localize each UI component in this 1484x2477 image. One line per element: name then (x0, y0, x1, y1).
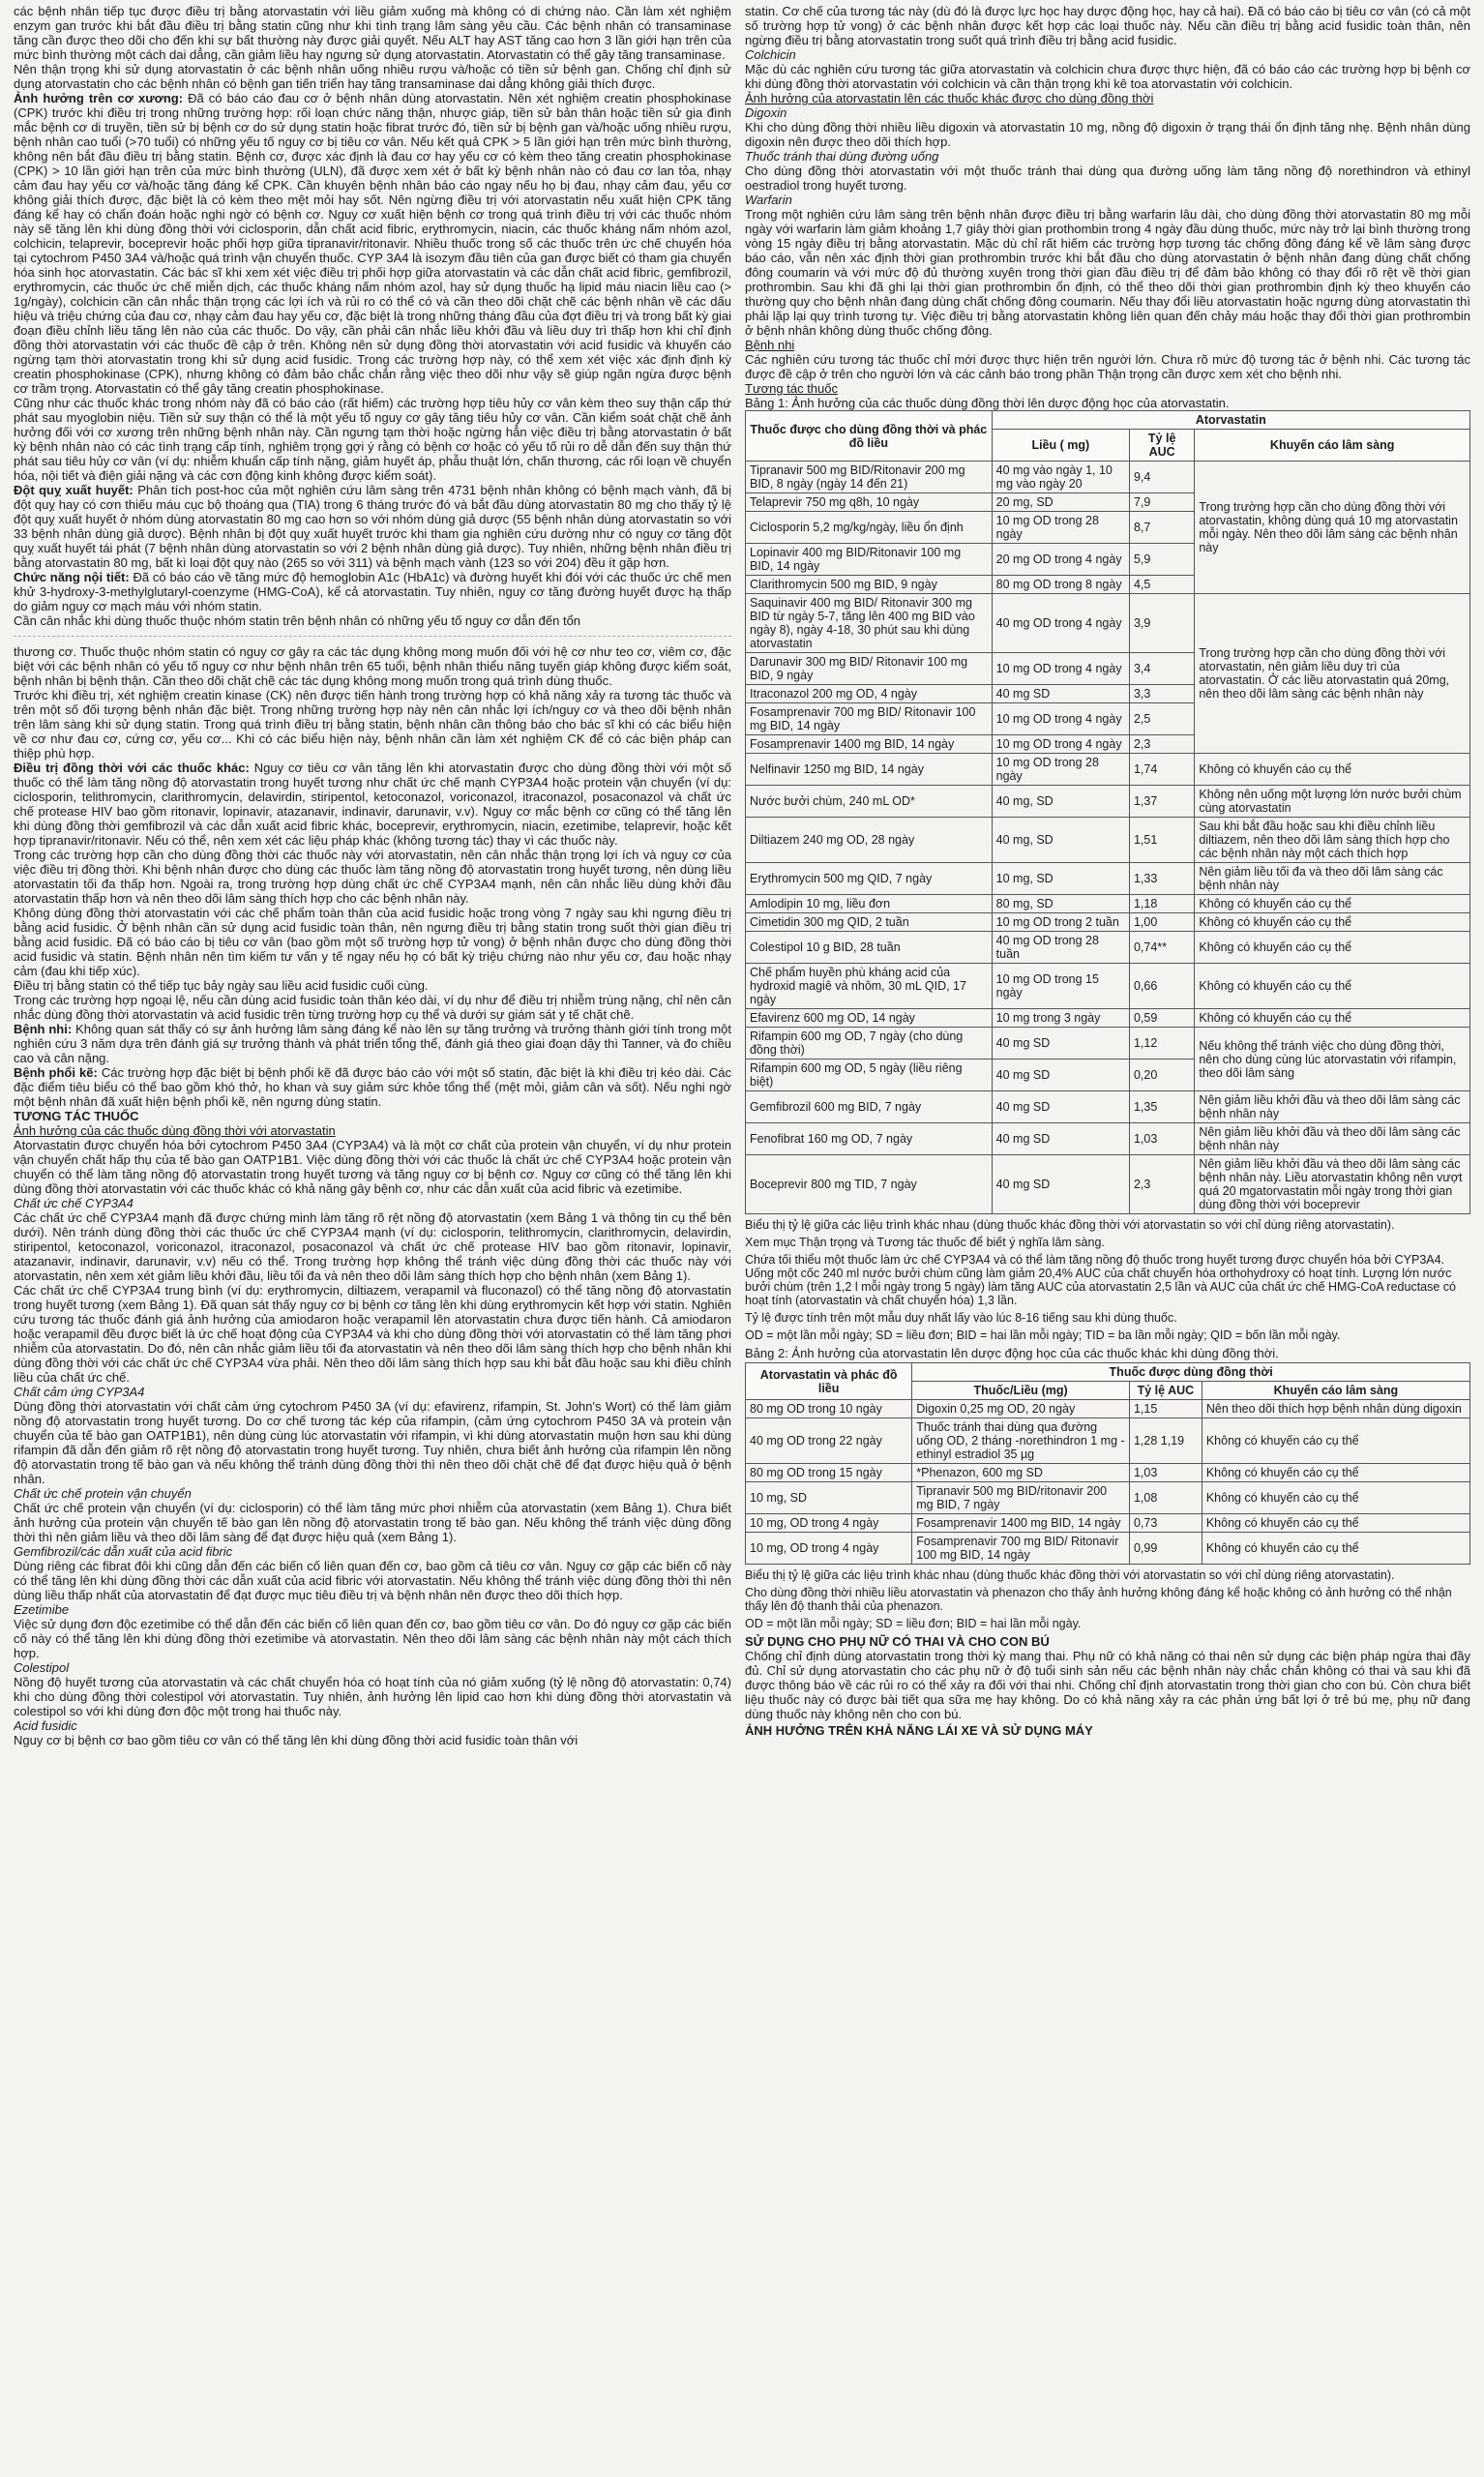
recommendation-cell: Không có khuyến cáo cụ thể (1202, 1482, 1469, 1514)
left-column (14, 4, 731, 2471)
drug-cell: Nelfinavir 1250 mg BID, 14 ngày (746, 754, 993, 786)
ratio-cell: 1,08 (1129, 1482, 1202, 1514)
table1-head-group: Atorvastatin (992, 411, 1469, 430)
lung-text: Các trường hợp đặc biệt bị bệnh phổi kẽ đã được báo cáo với một số statin, đặc biệt là khi điều trị kéo dài. Các đặc điểm tiêu biểu có thể bao gồm khó thở, ho khan và suy giảm sức khỏe tổng thể (mệt mỏi, giảm cân và sốt). Nếu nghi ngờ một bệnh nhân đã xuất hiện bệnh phổi kẽ, nên ngưng dùng statin. (14, 1065, 731, 1109)
table2-header-row-1 (746, 1363, 1470, 1382)
concomitant-paragraph-4: Điều trị bằng statin có thể tiếp tục bảy ngày sau liều acid fusidic cuối cùng. (14, 978, 429, 993)
drug-cell: Gemfibrozil 600 mg BID, 7 ngày (746, 1091, 993, 1123)
ratio-cell: 1,15 (1129, 1400, 1202, 1418)
table-row (746, 1028, 1470, 1059)
drug-cell: Cimetidin 300 mg QID, 2 tuần (746, 913, 993, 932)
recommendation-cell: Nên giảm liều khởi đầu và theo dõi lâm sàng các bệnh nhân này (1195, 1123, 1470, 1155)
table2 (745, 1362, 1470, 1565)
pediatric-text: Không quan sát thấy có sự ảnh hưởng lâm sàng đáng kể nào lên sự tăng trưởng và trưởng thành giới tính trong một nghiên cứu 3 năm dựa trên đánh giá sự trưởng thành và phát triển tổng thể, đánh giá theo giai đoạn dậy thì Tanner, và đo chiều cao và cân nặng. (14, 1022, 731, 1065)
gemfibrozil-heading: Gemfibrozil/các dẫn xuất của acid fibric (14, 1544, 233, 1559)
table1-note-1: Biểu thị tỷ lệ giữa các liệu trình khác nhau (dùng thuốc khác đồng thời với atorvastatin so với chỉ dùng riêng atorvastatin). (745, 1218, 1395, 1232)
warfarin-paragraph: Trong một nghiên cứu lâm sàng trên bệnh nhân được điều trị bằng warfarin lâu dài, cho dùng đồng thời atorvastatin 80 mg mỗi ngày với warfarin làm giảm khoảng 1,7 giây thời gian prothombin trong 4 ngày đầu dùng thuốc, mức này trở lại bình thường trong vòng 15 ngày điều trị bằng atorvastatin. Mặc dù chỉ rất hiếm các trường hợp tương tác chống đông đáng kể về lâm sàng được báo cáo, vẫn nên xác định thời gian prothrombin trước khi bắt đầu cho dùng atorvastatin ở bệnh nhân đang dùng chất chống đông coumarin và với mức độ đủ thường xuyên trong thời gian đầu điều trị để đảm bảo không có thay đổi rõ rệt về thời gian prothrombin. Sau khi đã ghi lại thời gian prothrombin ổn định, có thể theo dõi thời gian prothrombin định kỳ theo khuyến cáo thường quy cho bệnh nhân đang dùng chất chống đông coumarin. Nếu thay đổi liều atorvastatin hoặc ngưng dùng atorvastatin thì phải lặp lại quy trình tương tự. Việc điều trị bằng atorvastatin không liên quan đến chảy máu hoặc thay đổi thời gian prothrombin ở bệnh nhân không dùng thuốc chống đông. (745, 207, 1470, 338)
oral-contraceptive-heading: Thuốc tránh thai dùng đường uống (745, 149, 939, 164)
effects-subheading: Ảnh hưởng của atorvastatin lên các thuốc khác được cho dùng đồng thời (745, 91, 1154, 105)
drug-cell: Ciclosporin 5,2 mg/kg/ngày, liều ổn định (746, 512, 993, 544)
dose-cell: 10 mg OD trong 28 ngày (992, 754, 1129, 786)
ratio-cell: 1,74 (1129, 754, 1194, 786)
ezetimibe-paragraph: Việc sử dụng đơn độc ezetimibe có thể dẫn đến các biến cố liên quan đến cơ, bao gồm tiêu cơ vân. Do đó nguy cơ gặp các biến cố này có thể tăng lên khi dùng đồng thời ezetimibe và atorvastatin. Nên theo dõi lâm sàng các bệnh nhân này một cách thích hợp. (14, 1617, 731, 1660)
right-column (745, 4, 1470, 2471)
endocrine-title: Chức năng nội tiết: (14, 570, 130, 584)
drug-cell: Itraconazol 200 mg OD, 4 ngày (746, 685, 993, 703)
cyp-inhibitor-heading: Chất ức chế CYP3A4 (14, 1196, 134, 1210)
page-fold-divider (14, 636, 731, 637)
ratio-cell: 1,03 (1129, 1464, 1202, 1482)
recommendation-cell: Không có khuyến cáo cụ thể (1202, 1514, 1469, 1533)
warfarin-heading: Warfarin (745, 193, 792, 207)
recommendation-cell: Trong trường hợp cần cho dùng đồng thời với atorvastatin, nên giảm liều duy trì của atorvastatin. Ở các liều atorvastatin quá 20mg, nên theo dõi lâm sàng các bệnh nhân này (1195, 594, 1470, 754)
drug-cell: Erythromycin 500 mg QID, 7 ngày (746, 863, 993, 895)
recommendation-cell: Nên giảm liều khởi đầu và theo dõi lâm sàng các bệnh nhân này. Liều atorvastatin không nên vượt quá 20 mgatorvastatin mỗi ngày trong thời gian dùng đồng thời với boceprevir (1195, 1155, 1470, 1214)
lung-title: Bệnh phổi kẽ: (14, 1065, 98, 1080)
dose-cell: 40 mg vào ngày 1, 10 mg vào ngày 20 (992, 462, 1129, 493)
muscle-text: Đã có báo cáo đau cơ ở bệnh nhân dùng atorvastatin. Nên xét nghiệm creatin phosphokinase (CPK) trước khi điều trị trong những trường hợp: rối loạn chức năng thận, nhược giáp, tiền sử bản thân hoặc tiền sử gia đình mắc bệnh cơ di truyền, tiền sử bị bệnh cơ do sử dụng statin hoặc fibrat trước đó, tiền sử bị bệnh gan và/hoặc uống nhiều rượu, bệnh nhân cao tuổi (>70 tuổi) có những yếu tố nguy cơ bị tiêu cơ vân. Nếu kết quả CPK > 5 lần giới hạn trên mức bình thường, không nên bắt đầu điều trị bằng statin. Bệnh cơ, được xác định là đau cơ hay yếu cơ có kèm theo tăng creatin phosphokinase (CPK) > 10 lần giới hạn trên của mức bình thường (ULN), đã được xem xét ở bất kỳ bệnh nhân nào có đau cơ lan tỏa, nhạy cảm đau hay yếu cơ và/hoặc tăng đáng kể CPK. Cần khuyên bệnh nhân báo cáo ngay nếu họ bị đau, nhạy cảm đau, yếu cơ không giải thích được, đặc biệt là có kèm theo mệt mỏi hay sốt. Nên ngừng điều trị với atorvastatin nếu xuất hiện CPK tăng đáng kể hay có chẩn đoán hoặc nghi ngờ có bệnh cơ. Nguy cơ xuất hiện bệnh cơ trong quá trình điều trị với các thuốc nhóm này sẽ tăng lên khi dùng đồng thời với ciclosporin, dẫn chất acid fibric, erythromycin, niacin, các thuốc kháng nấm nhóm azol, colchicin, telaprevir, boceprevir hoặc phối hợp giữa tipranavir/ritonavir. Nhiều thuốc trong số các thuốc trên ức chế chuyển hóa tại cytochrom P450 3A4 và/hoặc quá trình vận chuyển thuốc. CYP 3A4 là isozym đầu tiên của gan được biết có tham gia chuyển hóa sinh học atorvastatin. Các bác sĩ khi xem xét việc điều trị phối hợp giữa atorvastatin và các dẫn chất acid fibric, gemfibrozil, erythromycin, các thuốc ức chế miễn dịch, các thuốc kháng nấm nhóm azol, hay sử dụng thuốc hạ lipid máu niacin liều cao (> 1g/ngày), colchicin cần cân nhắc thận trọng các lợi ích và rủi ro có thể có và cần theo dõi chặt chẽ các bệnh nhân về các dấu hiệu và triệu chứng của đau cơ, nhạy cảm đau hay yếu cơ, đặc biệt là trong những tháng đầu của đợt điều trị và trong bất kỳ giai đoạn điều chỉnh liều tăng lên nào của các thuốc. Do vậy, cần phải cân nhắc liều khởi đầu và liều duy trì thấp hơn khi chỉ định đồng thời atorvastatin với các thuốc đề cập ở trên. Không nên sử dụng đồng thời atorvastatin với acid fusidic và khuyến cáo ngừng tạm thời atorvastatin trong khi sử dụng acid fusidic. Trong các trường hợp này, có thể xem xét việc xác định định kỳ creatin phosphokinase (CPK), nhưng không có đảm bảo chắc chắn rằng việc theo dõi như vậy sẽ giúp ngăn ngừa được bệnh cơ trầm trọng. Atorvastatin có thể gây tăng creatin phosphokinase. (14, 91, 731, 396)
recommendation-cell: Nên giảm liều tối đa và theo dõi lâm sàng các bệnh nhân này (1195, 863, 1470, 895)
digoxin-paragraph: Khi cho dùng đồng thời nhiều liều digoxin và atorvastatin 10 mg, nồng độ digoxin ở trạng thái ổn định tăng nhẹ. Bệnh nhân dùng digoxin nên được theo dõi thích hợp. (745, 120, 1470, 149)
dose-cell: 10 mg OD trong 2 tuần (992, 913, 1129, 932)
ratio-cell: 0,59 (1129, 1009, 1194, 1028)
cyp-inhibitor-paragraph-2: Các chất ức chế CYP3A4 trung bình (ví dụ: erythromycin, diltiazem, verapamil và fluconazol) có thể tăng nồng độ atorvastatin trong huyết tương (xem Bảng 1). Đã quan sát thấy nguy cơ bị bệnh cơ tăng lên khi dùng erythromycin kết hợp với statin. Nghiên cứu tương tác thuốc đánh giá ảnh hưởng của amiodaron hoặc verapamil lên atorvastatin chưa được tiến hành. Cả amiodaron hoặc verapamil đều được biết là ức chế hoạt động của CYP3A4 và khi cho dùng đồng thời với atorvastatin có thể làm tăng phơi nhiễm của atorvastatin. Do đó, nên cân nhắc giảm liều tối đa atorvastatin và nên theo dõi lâm sàng thích hợp cho bệnh nhân khi dùng đồng thời với các chất ức chế CYP3A4 vừa phải. Nên theo dõi lâm sàng thích hợp sau khi bắt đầu hoặc sau khi điều chỉnh liều của chất ức chế. (14, 1283, 731, 1385)
drug-cell: Digoxin 0,25 mg OD, 20 ngày (912, 1400, 1130, 1418)
pediatric-interaction-heading: Bệnh nhi (745, 338, 795, 352)
ator-cell: 10 mg, OD trong 4 ngày (746, 1533, 912, 1565)
left-text-part1 (14, 4, 731, 628)
dose-cell: 40 mg SD (992, 1091, 1129, 1123)
stroke-title: Đột quỵ xuất huyết: (14, 483, 134, 497)
dose-cell: 80 mg OD trong 8 ngày (992, 576, 1129, 594)
lung-paragraph (14, 1065, 731, 1109)
table1-head-ratio: Tỷ lệ AUC (1129, 430, 1194, 462)
table2-head-drug: Thuốc/Liều (mg) (912, 1382, 1130, 1400)
colchicin-heading: Colchicin (745, 47, 796, 62)
ratio-cell: 1,51 (1129, 818, 1194, 863)
stroke-text: Phân tích post-hoc của một nghiên cứu lâm sàng trên 4731 bệnh nhân không có bệnh mạch vành, đã bị đột quỵ hay có cơn thiếu máu cục bộ thoáng qua (TIA) trong 6 tháng trước đó và bắt đầu dùng atorvastatin 80 mg cho thấy tỷ lệ đột quỵ xuất huyết ở nhóm dùng atorvastatin 80 mg cao hơn so với nhóm dùng giả dược (55 bệnh nhân dùng atorvastatin so với 33 bệnh nhân dùng giả dược). Bệnh nhân bị đột quỵ xuất huyết trước khi tham gia nghiên cứu dường như có nguy cơ tăng đột quỵ xuất huyết tái phát (7 bệnh nhân dùng atorvastatin so với 2 bệnh nhân dùng giả dược). Tuy nhiên, những bệnh nhân điều trị bằng atorvastatin 80 mg, bất kì loại đột quỵ nào (265 so với 311) và bệnh mạch vành (123 so với 204) đều ít gặp hơn. (14, 483, 731, 570)
left-text-part2 (14, 644, 731, 1747)
ratio-cell: 2,3 (1129, 1155, 1194, 1214)
concomitant-paragraph-5: Trong các trường hợp ngoại lệ, nếu cần dùng acid fusidic toàn thân kéo dài, ví dụ như để điều trị nhiễm trùng nặng, chỉ nên cân nhắc dùng đồng thời atorvastatin và acid fusidic trên từng trường hợp cụ thể và dưới sự giám sát y tế chặt chẽ. (14, 993, 731, 1022)
ratio-cell: 1,28 1,19 (1129, 1418, 1202, 1464)
fusidic-heading: Acid fusidic (14, 1718, 77, 1733)
dose-cell: 40 mg SD (992, 685, 1129, 703)
dose-cell: 10 mg, SD (992, 863, 1129, 895)
part2-paragraph-1: thương cơ. Thuốc thuộc nhóm statin có nguy cơ gây ra các tác dụng không mong muốn đối với hệ cơ như teo cơ, viêm cơ, đặc biệt với các bệnh nhân có yếu tố nguy cơ như bệnh nhân trên 65 tuổi, bệnh nhân thiểu năng tuyến giáp không được kiểm soát, bệnh nhân bị bệnh thận. Cần theo dõi chặt chẽ các tác dụng không mong muốn trong quá trình dùng thuốc. (14, 644, 731, 688)
concomitant-text: Nguy cơ tiêu cơ vân tăng lên khi atorvastatin được cho dùng đồng thời với một số thuốc có thể làm tăng nồng độ atorvastatin trong huyết tương như chất ức chế mạnh CYP3A4 hoặc protein vận chuyển (ví dụ: ciclosporin, telithromycin, clarithromycin, delavirdin, stiripentol, ketoconazol, voriconazol, itraconazol, posaconazol và chất ức chế protease HIV bao gồm ritonavir, lopinavir, atazanavir, indinavir, darunavir, v.v). Nguy cơ mắc bệnh cơ cũng có thể tăng lên khi dùng đồng thời gemfibrozil và các dẫn xuất acid fibric khác, boceprevir, erythromycin, niacin, ezetimibe, telaprevir, hoặc kết hợp tipranavir/ritonavir. Nếu có thể, nên xem xét các liệu pháp khác (không tương tác) thay vì các thuốc này. (14, 761, 731, 848)
dose-cell: 40 mg SD (992, 1123, 1129, 1155)
drug-cell: Colestipol 10 g BID, 28 tuần (746, 932, 993, 964)
intro-paragraph-2: Nên thận trọng khi sử dụng atorvastatin ở các bệnh nhân uống nhiều rượu và/hoặc có tiền sử bệnh gan. Chống chỉ định sử dụng atorvastatin cho các bệnh nhân có bệnh gan tiến triển hay tăng transaminase dai dẳng không giải thích được. (14, 62, 731, 91)
recommendation-cell: Sau khi bắt đầu hoặc sau khi điều chỉnh liều diltiazem, nên theo dõi lâm sàng thích hợp cho các bệnh nhân này một cách thích hợp (1195, 818, 1470, 863)
pediatric-paragraph (14, 1022, 731, 1065)
ratio-cell: 0,20 (1129, 1059, 1194, 1091)
drug-cell: Tipranavir 500 mg BID/Ritonavir 200 mg BID, 8 ngày (ngày 14 đến 21) (746, 462, 993, 493)
table-row (746, 895, 1470, 913)
table-row (746, 964, 1470, 1009)
pregnancy-paragraph: Chống chỉ định dùng atorvastatin trong thời kỳ mang thai. Phụ nữ có khả năng có thai nên sử dụng các biện pháp ngừa thai đầy đủ. Chỉ sử dụng atorvastatin cho các phụ nữ ở độ tuổi sinh sản nếu các bệnh nhân này chắc chắn không có thai và sau khi đã được thông báo về các rủi ro có thể xảy ra đối với thai nhi. Chống chỉ định atorvastatin trong thời gian cho con bú. Còn chưa biết liệu thuốc này có được bài tiết qua sữa mẹ hay không. Do có khả năng xảy ra các phản ứng bất lợi ở trẻ bú mẹ, phụ nữ đang dùng thuốc này không nên cho con bú. (745, 1649, 1470, 1721)
table2-note-1: Biểu thị tỷ lệ giữa các liệu trình khác nhau (dùng thuốc khác đồng thời với atorvastatin so với chỉ dùng riêng atorvastatin). (745, 1568, 1395, 1582)
recommendation-cell: Không có khuyến cáo cụ thể (1195, 932, 1470, 964)
table2-note-2: Cho dùng đồng thời nhiều liều atorvastatin và phenazon cho thấy ảnh hưởng không đáng kể hoặc không có ảnh hưởng có thể nhận thấy lên độ thanh thải của phenazon. (745, 1586, 1452, 1613)
table-row (746, 1009, 1470, 1028)
table-row (746, 913, 1470, 932)
pregnancy-heading: SỬ DỤNG CHO PHỤ NỮ CÓ THAI VÀ CHO CON BÚ (745, 1634, 1050, 1649)
concomitant-paragraph-3: Không dùng đồng thời atorvastatin với các chế phẩm toàn thân của acid fusidic hoặc trong vòng 7 ngày sau khi ngưng điều trị bằng acid fusidic. Ở bệnh nhân cần sử dụng acid fusidic toàn thân, nên ngưng điều trị bằng statin trong suốt thời gian điều trị bằng acid fusidic. Đã có báo cáo bị tiêu cơ vân (bao gồm một số trường hợp tử vong) ở bệnh nhân được cho dùng đồng thời acid fusidic và statin. Bệnh nhân nên tìm kiếm tư vấn y tế ngay nếu họ có bất kỳ triệu chứng nào như yếu cơ, đau hoặc nhạy cảm (đau khi tiếp xúc). (14, 906, 731, 978)
dose-cell: 10 mg OD trong 4 ngày (992, 653, 1129, 685)
table2-head-rec: Khuyến cáo lâm sàng (1202, 1382, 1469, 1400)
drug-cell: Fenofibrat 160 mg OD, 7 ngày (746, 1123, 993, 1155)
muscle-title: Ảnh hưởng trên cơ xương: (14, 91, 184, 105)
drug-cell: Fosamprenavir 700 mg BID/ Ritonavir 100 mg BID, 14 ngày (746, 703, 993, 735)
ator-cell: 10 mg, OD trong 4 ngày (746, 1514, 912, 1533)
drug-cell: Darunavir 300 mg BID/ Ritonavir 100 mg BID, 9 ngày (746, 653, 993, 685)
ator-cell: 40 mg OD trong 22 ngày (746, 1418, 912, 1464)
table-row (746, 1482, 1470, 1514)
part2-paragraph-2: Trước khi điều trị, xét nghiệm creatin kinase (CK) nên được tiến hành trong trường hợp có khả năng xảy ra tương tác thuốc và trên một số đối tượng bệnh nhân đặc biệt. Trong những trường hợp này nên cân nhắc lợi ích/nguy cơ và theo dõi bệnh nhân trên lâm sàng khi sử dụng statin. Trong quá trình điều trị bằng statin, bệnh nhân cần thông báo cho bác sĩ khi có các biểu hiện về cơ như đau cơ, cứng cơ, yếu cơ... Khi có các biểu hiện này, bệnh nhân cần làm xét nghiệm CK để có các biện pháp can thiệp phù hợp. (14, 688, 731, 761)
dose-cell: 40 mg OD trong 4 ngày (992, 594, 1129, 653)
ratio-cell: 3,4 (1129, 653, 1194, 685)
endocrine-text: Đã có báo cáo về tăng mức độ hemoglobin A1c (HbA1c) và đường huyết khi đói với các thuốc ức chế men khử 3-hydroxy-3-methylglutaryl-coenzyme (HMG-CoA), kể cả atorvastatin. Tuy nhiên, nguy cơ tăng đường huyết được hạ thấp do giảm nguy cơ mạch máu với nhóm statin. (14, 570, 731, 613)
interactions-paragraph: Atorvastatin được chuyển hóa bởi cytochrom P450 3A4 (CYP3A4) và là một cơ chất của protein vận chuyển, ví dụ như protein vận chuyển chất hấp thụ của tế bào gan OATP1B1. Việc dùng đồng thời với các thuốc là chất ức chế CYP3A4 hoặc protein vận chuyển có thể làm tăng nồng độ atorvastatin trong huyết tương và tăng nguy cơ bị bệnh cơ. Nguy cơ cũng có thể tăng lên khi dùng đồng thời atorvastatin với các thuốc khác có khả năng gây bệnh cơ, như các dẫn xuất của acid fibric và ezetimibe. (14, 1138, 731, 1196)
recommendation-cell: Trong trường hợp cần cho dùng đồng thời với atorvastatin, không dùng quá 10 mg atorvastatin mỗi ngày. Nên theo dõi lâm sàng các bệnh nhân này (1195, 462, 1470, 594)
table-row (746, 594, 1470, 653)
table-row (746, 1400, 1470, 1418)
drug-cell: Efavirenz 600 mg OD, 14 ngày (746, 1009, 993, 1028)
ratio-cell: 1,00 (1129, 913, 1194, 932)
drug-cell: Fosamprenavir 1400 mg BID, 14 ngày (912, 1514, 1130, 1533)
interactions-heading: TƯƠNG TÁC THUỐC (14, 1109, 139, 1123)
ezetimibe-heading: Ezetimibe (14, 1602, 70, 1617)
drug-cell: Boceprevir 800 mg TID, 7 ngày (746, 1155, 993, 1214)
colchicin-paragraph: Mặc dù các nghiên cứu tương tác giữa atorvastatin và colchicin chưa được thực hiện, đã có báo cáo các trường hợp bị bệnh cơ khi dùng đồng thời atorvastatin với colchicin và cần thận trọng khi kê toa atorvastatin với colchicin. (745, 62, 1470, 91)
ratio-cell: 1,35 (1129, 1091, 1194, 1123)
recommendation-cell: Không có khuyến cáo cụ thể (1195, 754, 1470, 786)
cyp-inducer-paragraph: Dùng đồng thời atorvastatin với chất cảm ứng cytochrom P450 3A (ví dụ: efavirenz, rifampin, St. John's Wort) có thể làm giảm nồng độ atorvastatin trong huyết tương. Do cơ chế tương tác kép của rifampin, (cảm ứng cytochrom P450 3A và protein vận chuyển của tế bào gan OATP1B1), nên dùng cùng lúc atorvastatin với rifampin, vì khi dùng atorvastatin muộn hơn sau khi dùng rifampin đã dẫn đến giảm rõ rệt nồng độ atorvastatin trong huyết tương. Tuy nhiên, chưa biết ảnh hưởng của rifampin lên nồng độ atorvastatin trong tế bào gan và nếu không thể tránh dùng đồng thời thì nên theo dõi chặt chẽ để đạt được hiệu quả ở bệnh nhân. (14, 1399, 731, 1486)
ratio-cell: 9,4 (1129, 462, 1194, 493)
ratio-cell: 0,73 (1129, 1514, 1202, 1533)
digoxin-heading: Digoxin (745, 105, 787, 120)
table-row (746, 1464, 1470, 1482)
table-row (746, 786, 1470, 818)
top-paragraph: statin. Cơ chế của tương tác này (dù đó là được lực học hay dược động học, hay cả hai). Đã có báo cáo bị tiêu cơ vân (có cả một số trường hợp tử vong) ở các bệnh nhân được kết hợp các loại thuốc này. Nếu cần điều trị bằng acid fusidic toàn thân, nên ngừng điều trị bằng atorvastatin trong suốt quá trình điều trị bằng acid fusidic. (745, 4, 1470, 47)
intro-paragraph-1: các bệnh nhân tiếp tục được điều trị bằng atorvastatin với liều giảm xuống mà không có di chứng nào. Cần làm xét nghiệm enzym gan trước khi bắt đầu điều trị bằng statin cũng như khi tình trạng lâm sàng yêu cầu. Các bệnh nhân có transaminase tăng cần được theo dõi cho đến khi sự bất thường này được giải quyết. Nếu ALT hay AST tăng cao hơn 3 lần giới hạn trên của mức bình thường một cách dai dẳng, cần giảm liều hay ngưng sử dụng atorvastatin. Atorvastatin có thể gây tăng transaminase. (14, 4, 731, 62)
drug-cell: Saquinavir 400 mg BID/ Ritonavir 300 mg BID từ ngày 5-7, tăng lên 400 mg BID vào ngày 8), ngày 4-18, 30 phút sau khi dùng atorvastatin (746, 594, 993, 653)
concomitant-paragraph-2: Trong các trường hợp cần cho dùng đồng thời các thuốc này với atorvastatin, nên cân nhắc thận trọng lợi ích và nguy cơ của việc điều trị đồng thời. Khi bệnh nhân được cho dùng các thuốc làm tăng nồng độ atorvastatin trong huyết tương, nên dùng liều atorvastatin tối đa thấp hơn. Ngoài ra, trong trường hợp dùng chất ức chế CYP3A4 mạnh, nên cân nhắc liều dùng khởi đầu atorvastatin thấp hơn và nên theo dõi lâm sàng thích hợp cho các bệnh nhân này. (14, 848, 731, 906)
table2-head-group: Thuốc được dùng đồng thời (912, 1363, 1470, 1382)
fusidic-paragraph: Nguy cơ bị bệnh cơ bao gồm tiêu cơ vân có thể tăng lên khi dùng đồng thời acid fusidic toàn thân với (14, 1733, 579, 1747)
gemfibrozil-paragraph: Dùng riêng các fibrat đôi khi cũng dẫn đến các biến cố liên quan đến cơ, bao gồm cả tiêu cơ vân. Nguy cơ gặp các biến cố này có thể tăng lên khi dùng đồng thời các dẫn xuất của acid fibric với atorvastatin. Nếu không thể tránh việc dùng đồng thời thì nên dùng liều thấp nhất của atorvastatin để đạt được mục tiêu điều trị và bệnh nhân nên được theo dõi thích hợp. (14, 1559, 731, 1602)
dose-cell: 10 mg OD trong 28 ngày (992, 512, 1129, 544)
ratio-cell: 7,9 (1129, 493, 1194, 512)
table-row (746, 1123, 1470, 1155)
table-row (746, 1533, 1470, 1565)
concomitant-title: Điều trị đồng thời với các thuốc khác: (14, 761, 250, 775)
right-text-top (745, 4, 1470, 410)
dose-cell: 80 mg, SD (992, 895, 1129, 913)
stroke-paragraph (14, 483, 731, 570)
table-row (746, 1155, 1470, 1214)
table1 (745, 410, 1470, 1214)
drug-cell: Rifampin 600 mg OD, 5 ngày (liều riêng biệt) (746, 1059, 993, 1091)
recommendation-cell: Không có khuyến cáo cụ thể (1202, 1418, 1469, 1464)
ratio-cell: 0,99 (1129, 1533, 1202, 1565)
pediatric-interaction-paragraph: Các nghiên cứu tương tác thuốc chỉ mới được thực hiện trên người lớn. Chưa rõ mức độ tương tác ở bệnh nhi. Các tương tác được đề cập ở trên cho người lớn và các cảnh báo trong phần Thận trọng cần được xem xét cho bệnh nhi. (745, 352, 1470, 381)
dose-cell: 20 mg, SD (992, 493, 1129, 512)
ratio-cell: 3,9 (1129, 594, 1194, 653)
ratio-cell: 1,18 (1129, 895, 1194, 913)
dose-cell: 40 mg, SD (992, 786, 1129, 818)
recommendation-cell: Không có khuyến cáo cụ thể (1195, 895, 1470, 913)
table2-caption: Bảng 2: Ảnh hưởng của atorvastatin lên dược động học của các thuốc khác khi dùng đồng thời. (745, 1346, 1279, 1360)
ratio-cell: 5,9 (1129, 544, 1194, 576)
ratio-cell: 1,33 (1129, 863, 1194, 895)
recommendation-cell: Nếu không thể tránh việc cho dùng đồng thời, nên cho dùng cùng lúc atorvastatin với rifampin, theo dõi lâm sàng (1195, 1028, 1470, 1091)
recommendation-cell: Nên giảm liều khởi đầu và theo dõi lâm sàng các bệnh nhân này (1195, 1091, 1470, 1123)
cyp-inducer-heading: Chất cảm ứng CYP3A4 (14, 1385, 145, 1399)
drug-cell: Lopinavir 400 mg BID/Ritonavir 100 mg BID, 14 ngày (746, 544, 993, 576)
drug-cell: Fosamprenavir 1400 mg BID, 14 ngày (746, 735, 993, 754)
ratio-cell: 0,66 (1129, 964, 1194, 1009)
ratio-cell: 4,5 (1129, 576, 1194, 594)
table-row (746, 1091, 1470, 1123)
dose-cell: 10 mg OD trong 4 ngày (992, 735, 1129, 754)
recommendation-cell: Không có khuyến cáo cụ thể (1202, 1464, 1469, 1482)
ratio-cell: 1,03 (1129, 1123, 1194, 1155)
driving-heading: ẢNH HƯỞNG TRÊN KHẢ NĂNG LÁI XE VÀ SỬ DỤNG MÁY (745, 1723, 1093, 1738)
endocrine-paragraph-2: Cần cân nhắc khi dùng thuốc thuộc nhóm statin trên bệnh nhân có những yếu tố nguy cơ dẫn đến tổn (14, 613, 581, 628)
dose-cell: 40 mg SD (992, 1059, 1129, 1091)
table2-note-3: OD = một lần mỗi ngày; SD = liều đơn; BID = hai lần mỗi ngày. (745, 1617, 1082, 1630)
dose-cell: 40 mg SD (992, 1155, 1129, 1214)
ratio-cell: 2,5 (1129, 703, 1194, 735)
ratio-cell: 0,74** (1129, 932, 1194, 964)
drug-cell: *Phenazon, 600 mg SD (912, 1464, 1130, 1482)
drug-cell: Diltiazem 240 mg OD, 28 ngày (746, 818, 993, 863)
table-row (746, 1514, 1470, 1533)
recommendation-cell: Nên theo dõi thích hợp bệnh nhân dùng digoxin (1202, 1400, 1469, 1418)
recommendation-cell: Không có khuyến cáo cụ thể (1195, 913, 1470, 932)
table1-note-2: Xem mục Thận trọng và Tương tác thuốc để biết ý nghĩa lâm sàng. (745, 1236, 1105, 1249)
table1-note-5: OD = một lần mỗi ngày; SD = liều đơn; BID = hai lần mỗi ngày; TID = ba lần mỗi ngày; QID = bốn lần mỗi ngày. (745, 1328, 1341, 1342)
recommendation-cell: Không có khuyến cáo cụ thể (1202, 1533, 1469, 1565)
dose-cell: 40 mg, SD (992, 818, 1129, 863)
dose-cell: 40 mg OD trong 28 tuần (992, 932, 1129, 964)
ator-cell: 80 mg OD trong 10 ngày (746, 1400, 912, 1418)
drug-cell: Rifampin 600 mg OD, 7 ngày (cho dùng đồng thời) (746, 1028, 993, 1059)
table1-header-row-1 (746, 411, 1470, 430)
ator-cell: 10 mg, SD (746, 1482, 912, 1514)
ator-cell: 80 mg OD trong 15 ngày (746, 1464, 912, 1482)
table1-subheading: Tương tác thuốc (745, 381, 838, 396)
dose-cell: 20 mg OD trong 4 ngày (992, 544, 1129, 576)
interactions-subheading: Ảnh hưởng của các thuốc dùng đồng thời với atorvastatin (14, 1123, 336, 1138)
table1-note-4: Tỷ lệ được tính trên một mẫu duy nhất lấy vào lúc 8-16 tiếng sau khi dùng thuốc. (745, 1311, 1177, 1325)
recommendation-cell: Không nên uống một lượng lớn nước bưởi chùm cùng atorvastatin (1195, 786, 1470, 818)
recommendation-cell: Không có khuyến cáo cụ thể (1195, 964, 1470, 1009)
endocrine-paragraph (14, 570, 731, 613)
table-row (746, 863, 1470, 895)
table-row (746, 754, 1470, 786)
drug-cell: Telaprevir 750 mg q8h, 10 ngày (746, 493, 993, 512)
ratio-cell: 1,37 (1129, 786, 1194, 818)
table1-caption: Bảng 1: Ảnh hưởng của các thuốc dùng đồng thời lên dược động học của atorvastatin. (745, 396, 1230, 410)
drug-cell: Amlodipin 10 mg, liều đơn (746, 895, 993, 913)
colestipol-heading: Colestipol (14, 1660, 70, 1675)
table-row (746, 932, 1470, 964)
colestipol-paragraph: Nồng độ huyết tương của atorvastatin và các chất chuyển hóa có hoạt tính của nó giảm xuống (tỷ lệ nồng độ atorvastatin: 0,74) khi cho dùng đồng thời colestipol với atorvastatin. Tuy nhiên, ảnh hưởng lên lipid cao hơn khi dùng đồng thời atorvastatin và colestipol so với khi dùng đơn độc một trong hai thuốc này. (14, 1675, 731, 1718)
oral-contraceptive-paragraph: Cho dùng đồng thời atorvastatin với một thuốc tránh thai dùng qua đường uống làm tăng nồng độ norethindron và ethinyl oestradiol trong huyết tương. (745, 164, 1470, 193)
table2-head-ator: Atorvastatin và phác đồ liều (746, 1363, 912, 1400)
drug-cell: Nước bưởi chùm, 240 mL OD* (746, 786, 993, 818)
table-row (746, 462, 1470, 493)
transport-heading: Chất ức chế protein vận chuyển (14, 1486, 192, 1501)
table1-head-rec: Khuyến cáo lâm sàng (1195, 430, 1470, 462)
drug-cell: Tipranavir 500 mg BID/ritonavir 200 mg BID, 7 ngày (912, 1482, 1130, 1514)
concomitant-paragraph (14, 761, 731, 848)
drug-cell: Fosamprenavir 700 mg BID/ Ritonavir 100 mg BID, 14 ngày (912, 1533, 1130, 1565)
transport-paragraph: Chất ức chế protein vận chuyển (ví dụ: ciclosporin) có thể làm tăng mức phơi nhiễm của atorvastatin (xem Bảng 1). Chưa biết ảnh hưởng của protein vận chuyển tế bào gan lên nồng độ atorvastatin trong tế bào gan. Nếu không thể tránh việc dùng đồng thời thì nên giảm liều và theo dõi lâm sàng để đạt được hiệu quả (xem Bảng 1). (14, 1501, 731, 1544)
ratio-cell: 8,7 (1129, 512, 1194, 544)
muscle-paragraph (14, 91, 731, 396)
drug-cell: Clarithromycin 500 mg BID, 9 ngày (746, 576, 993, 594)
pediatric-title: Bệnh nhi: (14, 1022, 73, 1036)
ratio-cell: 1,12 (1129, 1028, 1194, 1059)
ratio-cell: 2,3 (1129, 735, 1194, 754)
muscle-paragraph-2: Cũng như các thuốc khác trong nhóm này đã có báo cáo (rất hiếm) các trường hợp tiêu hủy cơ vân kèm theo suy thận cấp thứ phát sau myoglobin niệu. Tiền sử suy thận có thể là một yếu tố nguy cơ gây tăng tiêu hủy cơ vân. Cần kiểm soát chặt chẽ ảnh hưởng đối với cơ xương trên những bệnh nhân này. Cần ngưng tạm thời hoặc ngừng hẳn việc điều trị bằng atorvastatin ở bất kỳ bệnh nhân nào có các tình trạng cấp tính, nghiêm trọng gợi ý rằng có bệnh cơ hoặc có yếu tố rủi ro dễ dẫn đến suy thận thứ phát sau tiêu hủy cơ vân (ví dụ: nhiễm khuẩn cấp tính nặng, giảm huyết áp, phẫu thuật lớn, chấn thương, các rối loạn về chuyển hóa, nội tiết và điện giải nặng và các cơn động kinh không được kiểm soát). (14, 396, 731, 483)
table1-note-3: Chứa tối thiểu một thuốc làm ức chế CYP3A4 và có thể làm tăng nồng độ thuốc trong huyết tương được chuyển hóa bởi CYP3A4. Uống một cốc 240 ml nước bưởi chùm cũng làm giảm 20,4% AUC của chất chuyển hóa orthohydroxy có hoạt tính. Lượng lớn nước bưởi chùm (trên 1,2 l mỗi ngày trong 5 ngày) làm tăng AUC của atorvastatin 2,5 lần và AUC của chất ức chế HMG-CoA reductase có hoạt tính (atorvastatin và chất chuyển hóa) 1,3 lần. (745, 1253, 1457, 1307)
table2-head-ratio: Tỷ lệ AUC (1129, 1382, 1202, 1400)
drug-cell: Thuốc tránh thai dùng qua đường uống OD, 2 tháng -norethindron 1 mg -ethinyl estradiol 35 µg (912, 1418, 1130, 1464)
ratio-cell: 3,3 (1129, 685, 1194, 703)
dose-cell: 10 mg trong 3 ngày (992, 1009, 1129, 1028)
dose-cell: 40 mg SD (992, 1028, 1129, 1059)
dose-cell: 10 mg OD trong 4 ngày (992, 703, 1129, 735)
drug-cell: Chế phẩm huyền phù kháng acid của hydroxid magiê và nhôm, 30 mL QID, 17 ngày (746, 964, 993, 1009)
table-row (746, 1418, 1470, 1464)
table-row (746, 818, 1470, 863)
table1-head-drug: Thuốc được cho dùng đồng thời và phác đồ liều (746, 411, 993, 462)
table1-head-dose: Liều ( mg) (992, 430, 1129, 462)
cyp-inhibitor-paragraph: Các chất ức chế CYP3A4 mạnh đã được chứng minh làm tăng rõ rệt nồng độ atorvastatin (xem Bảng 1 và thông tin cụ thể bên dưới). Nên tránh dùng đồng thời các thuốc ức chế CYP3A4 mạnh (ví dụ: ciclosporin, telithromycin, clarithromycin, delavirdin, stiripentol, ketoconazol, voriconazol, itraconazol, posaconazol và chất ức chế protease HIV bao gồm ritonavir, lopinavir, atazanavir, indinavir, darunavir, v.v) nếu có thể. Trong trường hợp không thể tránh việc dùng đồng thời các thuốc này với atorvastatin, nên xem xét giảm liều khởi đầu, liều tối đa và nên theo dõi lâm sàng thích hợp cho bệnh nhân (xem Bảng 1). (14, 1210, 731, 1283)
dose-cell: 10 mg OD trong 15 ngày (992, 964, 1129, 1009)
recommendation-cell: Không có khuyến cáo cụ thể (1195, 1009, 1470, 1028)
